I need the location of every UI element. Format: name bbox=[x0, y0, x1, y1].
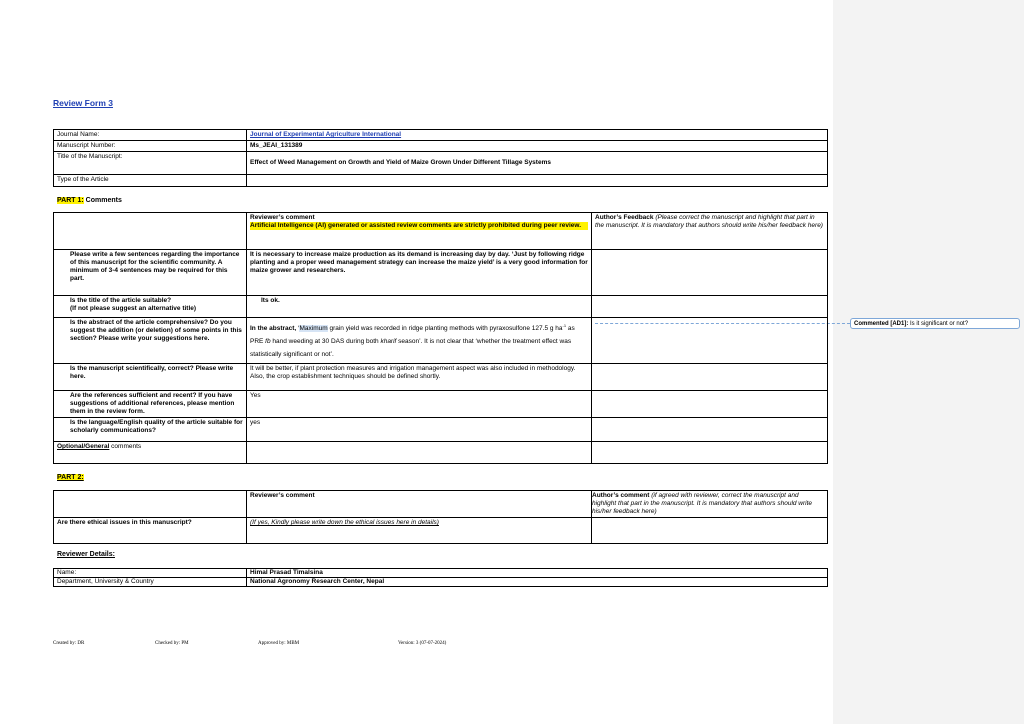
author-feedback-optional[interactable] bbox=[592, 442, 828, 464]
answer-abstract-highlight[interactable]: Maximum bbox=[299, 325, 328, 333]
answer-abstract-fb: fb bbox=[265, 338, 271, 346]
part2-author-note: (if agreed with reviewer, correct the manuscript and highlight that part in the manuscript. It is mandatory that authors should write his/her feedback here) bbox=[592, 492, 813, 515]
manuscript-number-value: Ms_JEAI_131389 bbox=[247, 141, 828, 152]
reviewer-comment-header: Reviewer’s comment bbox=[250, 214, 315, 221]
footer-approved: Approved by: MBM bbox=[258, 641, 300, 646]
answer-abstract-p1: ‘ bbox=[296, 325, 300, 333]
author-feedback-header: Author’s Feedback bbox=[595, 214, 654, 221]
answer-abstract-p5: season’. It is not clear that ‘whether the treatment effect was statistically significant or not’. bbox=[250, 338, 572, 359]
author-feedback-title[interactable] bbox=[592, 296, 828, 318]
form-title: Review Form 3 bbox=[53, 98, 113, 108]
answer-scientific: It will be better, if plant protection measures and irrigation management aspect was also included in methodology. Also, the crop establishment techniques should be defined shortly. bbox=[247, 364, 592, 391]
footer-created: Created by: DR bbox=[53, 641, 85, 646]
question-scientific: Is the manuscript scientifically, correct? Please write here. bbox=[54, 364, 247, 391]
answer-references: Yes bbox=[247, 391, 592, 418]
part2-reviewer-header: Reviewer’s comment bbox=[247, 491, 592, 518]
answer-abstract-p4: hand weeding at 30 DAS during both bbox=[270, 338, 381, 346]
optional-label-prefix: Optional/General bbox=[57, 443, 110, 450]
article-type-label: Type of the Article bbox=[54, 175, 247, 187]
question-language: Is the language/English quality of the article suitable for scholarly communications? bbox=[54, 418, 247, 442]
reviewer-comment-header-cell bbox=[247, 213, 592, 250]
ai-notice: Artificial Intelligence (AI) generated or assisted review comments are strictly prohibited during peer review. bbox=[250, 222, 588, 230]
article-type-value bbox=[247, 175, 828, 187]
part2-header-blank bbox=[54, 491, 247, 518]
optional-label-suffix: comments bbox=[109, 443, 142, 450]
answer-ethical: (If yes, Kindly please write down the ethical issues here in details) bbox=[247, 518, 592, 544]
manuscript-number-label: Manuscript Number: bbox=[54, 141, 247, 152]
part1-heading bbox=[57, 197, 122, 204]
answer-abstract-p2: grain yield was recorded in ridge planting methods with pyraxosulfone 127.5 g ha bbox=[327, 325, 563, 333]
comment-balloon[interactable] bbox=[850, 318, 1020, 329]
reviewer-dept-value: National Agronomy Research Center, Nepal bbox=[247, 578, 828, 587]
reviewer-dept-label: Department, University & Country bbox=[54, 578, 247, 587]
answer-abstract-p3: as PRE bbox=[250, 325, 575, 346]
optional-comments-value[interactable] bbox=[247, 442, 592, 464]
question-importance: Please write a few sentences regarding the importance of this manuscript for the scientific community. A minimum of 3-4 sentences may be required for this part. bbox=[54, 250, 247, 296]
footer-version: Version: 3 (07-07-2024) bbox=[398, 641, 447, 646]
answer-abstract-kharif: kharif bbox=[380, 338, 397, 346]
manuscript-title-value: Effect of Weed Management on Growth and Yield of Maize Grown Under Different Tillage Systems bbox=[247, 152, 828, 175]
author-feedback-scientific[interactable] bbox=[592, 364, 828, 391]
answer-language: yes bbox=[247, 418, 592, 442]
part2-heading bbox=[57, 474, 84, 481]
journal-info-table bbox=[53, 129, 828, 187]
manuscript-title-label: Title of the Manuscript: bbox=[54, 152, 247, 175]
part1-label: PART 1: bbox=[57, 197, 84, 204]
author-feedback-language[interactable] bbox=[592, 418, 828, 442]
author-feedback-references[interactable] bbox=[592, 391, 828, 418]
author-feedback-importance[interactable] bbox=[592, 250, 828, 296]
answer-importance: It is necessary to increase maize production as its demand is increasing day by day. ‘Just by following ridge planting and a proper weed management strategy can increase the maize yield’ is a very good information for maize grower and researchers. bbox=[247, 250, 592, 296]
part1-header-blank bbox=[54, 213, 247, 250]
question-references: Are the references sufficient and recent? If you have suggestions of additional references, please mention them in the review form. bbox=[54, 391, 247, 418]
part2-author-header-cell bbox=[592, 491, 828, 518]
footer-checked: Checked by: PM bbox=[155, 641, 189, 646]
journal-name-label: Journal Name: bbox=[54, 130, 247, 141]
reviewer-name-label: Name: bbox=[54, 569, 247, 578]
journal-name-link[interactable]: Journal of Experimental Agriculture International bbox=[247, 130, 828, 141]
comment-tag: Commented [AD1]: bbox=[854, 321, 909, 327]
reviewer-details-table bbox=[53, 568, 828, 587]
author-feedback-note: (Please correct the manuscript and highlight that part in the manuscript. It is mandatory that authors should write his/her feedback here) bbox=[595, 214, 823, 229]
question-abstract: Is the abstract of the article comprehensive? Do you suggest the addition (or deletion) of some points in this section? Please write your suggestions here. bbox=[54, 318, 247, 364]
question-title-suitable: Is the title of the article suitable? (If not please suggest an alternative title) bbox=[54, 296, 247, 318]
reviewer-name-value: Himal Prasad Timalsina bbox=[247, 569, 828, 578]
author-feedback-ethical[interactable] bbox=[592, 518, 828, 544]
answer-abstract-sup: -1 bbox=[562, 323, 567, 328]
answer-title-suitable: Its ok. bbox=[247, 296, 592, 318]
question-ethical: Are there ethical issues in this manuscript? bbox=[54, 518, 247, 544]
comments-margin-pane bbox=[833, 0, 1024, 724]
part2-label: PART 2: bbox=[57, 474, 84, 481]
answer-abstract-lead: In the abstract, bbox=[250, 325, 297, 333]
author-feedback-header-cell bbox=[592, 213, 828, 250]
part2-table bbox=[53, 490, 828, 544]
optional-comments-label bbox=[54, 442, 247, 464]
comment-text: Is it significant or not? bbox=[908, 321, 969, 327]
answer-abstract bbox=[247, 318, 592, 364]
author-feedback-abstract[interactable] bbox=[592, 318, 828, 364]
part1-suffix: Comments bbox=[83, 197, 122, 204]
part2-author-header: Author’s comment bbox=[592, 492, 650, 499]
part1-table bbox=[53, 212, 828, 464]
reviewer-details-heading: Reviewer Details: bbox=[57, 551, 115, 558]
